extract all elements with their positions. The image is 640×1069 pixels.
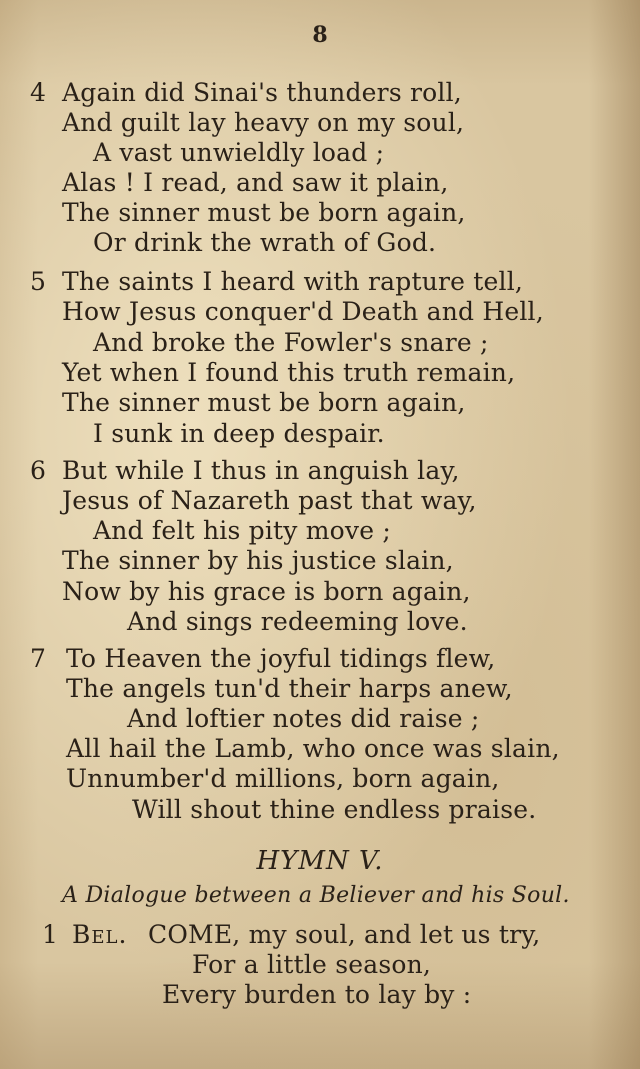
verse-line: And guilt lay heavy on my soul, xyxy=(62,108,465,137)
verse-line: Now by his grace is born again, xyxy=(62,577,471,606)
stanza-number: 7 xyxy=(30,644,46,673)
verse-line: Or drink the wrath of God. xyxy=(93,228,437,257)
page-number: 8 xyxy=(312,22,328,48)
speaker-label: Bel. xyxy=(72,920,128,949)
verse-line: I sunk in deep despair. xyxy=(93,419,385,448)
stanza-number: 4 xyxy=(30,78,46,107)
verse-line: And sings redeeming love. xyxy=(127,607,468,636)
hymn-title: HYMN V. xyxy=(256,846,384,876)
verse-line: And felt his pity move ; xyxy=(93,516,391,545)
verse-line: Unnumber'd millions, born again, xyxy=(66,764,500,793)
verse-line: Jesus of Nazareth past that way, xyxy=(62,486,477,515)
verse-line: The sinner must be born again, xyxy=(62,388,466,417)
verse-line: A vast unwieldly load ; xyxy=(93,138,385,167)
verse-line: Will shout thine endless praise. xyxy=(132,795,537,824)
verse-line: The angels tun'd their harps anew, xyxy=(66,674,513,703)
verse-line: Again did Sinai's thunders roll, xyxy=(62,78,462,107)
verse-line: And broke the Fowler's snare ; xyxy=(93,328,489,357)
verse-line: How Jesus conquer'd Death and Hell, xyxy=(62,297,544,326)
verse-line: Every burden to lay by : xyxy=(162,980,472,1009)
verse-line: But while I thus in anguish lay, xyxy=(62,456,460,485)
verse-line: All hail the Lamb, who once was slain, xyxy=(66,734,560,763)
verse-line: Yet when I found this truth remain, xyxy=(62,358,516,387)
verse-line: The sinner must be born again, xyxy=(62,198,466,227)
stanza-number: 5 xyxy=(30,267,46,296)
verse-line: COME, my soul, and let us try, xyxy=(148,920,541,949)
verse-line: And loftier notes did raise ; xyxy=(127,704,480,733)
hymn-subtitle: A Dialogue between a Believer and his Soul. xyxy=(62,883,570,908)
stanza-number: 1 xyxy=(42,920,58,949)
verse-line: The saints I heard with rapture tell, xyxy=(62,267,524,296)
verse-line: Alas ! I read, and saw it plain, xyxy=(62,168,449,197)
verse-line: For a little season, xyxy=(192,950,432,979)
verse-line: The sinner by his justice slain, xyxy=(62,546,454,575)
stanza-number: 6 xyxy=(30,456,46,485)
verse-line: To Heaven the joyful tidings flew, xyxy=(66,644,496,673)
